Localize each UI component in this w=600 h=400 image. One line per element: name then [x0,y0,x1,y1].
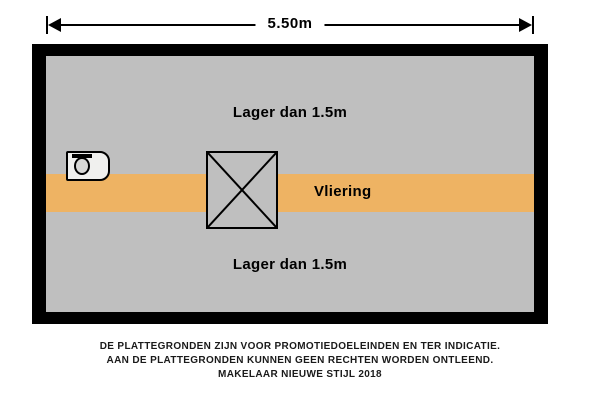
floorplan-interior [46,56,534,312]
arrow-right-icon [519,18,532,32]
toilet-fixture-icon [66,151,110,181]
arrow-left-icon [48,18,61,32]
floorplan-walls [32,44,548,324]
disclaimer-line-1: DE PLATTEGRONDEN ZIJN VOOR PROMOTIEDOELEINDEN EN TER INDICATIE. [99,341,501,352]
dimension-top [46,10,534,40]
vliering-band [46,174,534,212]
disclaimer [0,340,600,382]
upper-area-label: Lager dan 1.5m [232,104,348,121]
dimension-top-label: 5.50m [255,10,324,38]
dimension-end-cap-right [532,16,534,34]
lower-area-label: Lager dan 1.5m [232,256,348,273]
disclaimer-line-2: AAN DE PLATTEGRONDEN KUNNEN GEEN RECHTEN WORDEN ONTLEEND. [106,355,494,366]
vliering-label: Vliering [314,183,372,200]
crossed-square-icon [206,151,278,229]
toilet-bowl-icon [74,157,90,175]
disclaimer-line-3: MAKELAAR NIEUWE STIJL 2018 [218,369,382,380]
